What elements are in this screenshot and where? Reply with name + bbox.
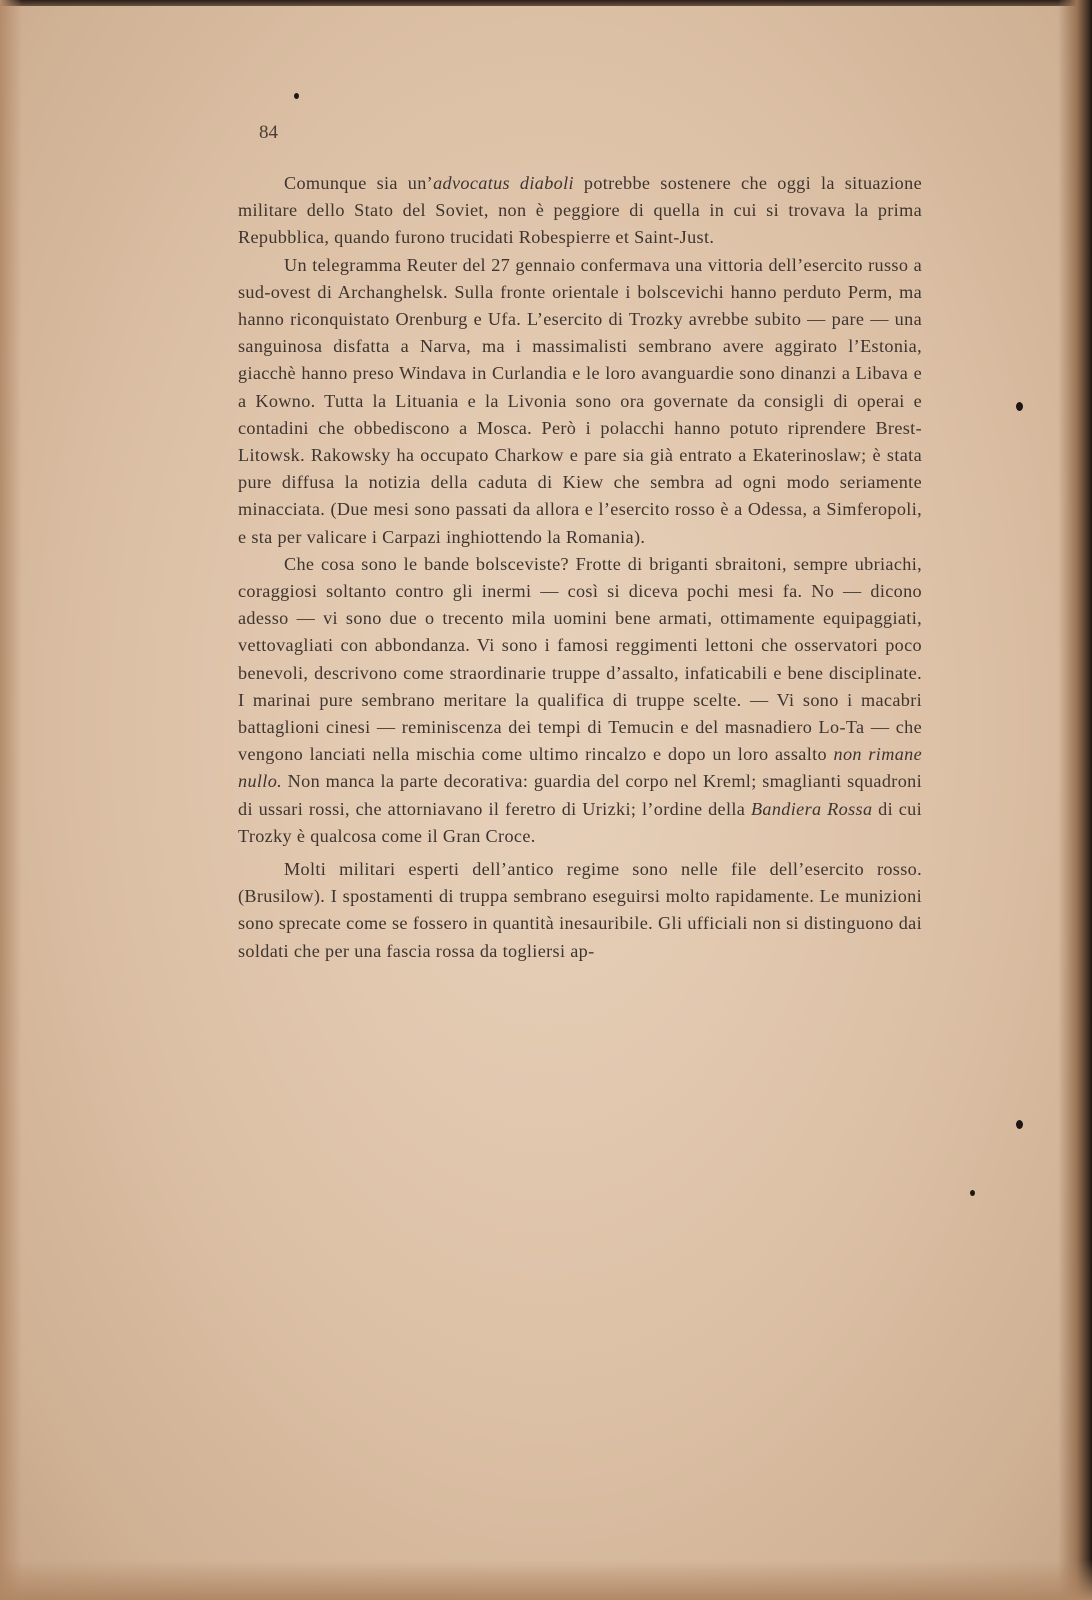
body-text [238,170,922,965]
paragraph-3: Che cosa sono le bande bolsceviste? Frotte di briganti sbraitoni, sempre ubriachi, coraggiosi soltanto contro gli inermi — così si diceva pochi mesi fa. No — dicono adesso — vi sono due o trecento mila uomini bene armati, ottimamente equipaggiati, vettovagliati con abbondanza. Vi sono i famosi reggimenti lettoni che osservatori poco benevoli, descrivono come straordinarie truppe d’assalto, infaticabili e bene disciplinate. I marinai pure sembrano meritare la qualifica di truppe scelte. — Vi sono i macabri battaglioni cinesi — reminiscenza dei tempi di Temucin e del masnadiero Lo-Ta — che vengono lanciati nella mischia come ultimo rincalzo e dopo un loro assalto non rimane nullo. Non manca la parte decorativa: guardia del corpo nel Kreml; smaglianti squadroni di ussari rossi, che attorniavano il feretro di Urizki; l’ordine della Bandiera Rossa di cui Trozky è qualcosa come il Gran Croce. [238,553,922,846]
ink-speck [970,1190,975,1196]
ink-speck [1016,1120,1023,1129]
ink-speck [294,93,299,99]
page-bottom-edge [0,1560,1092,1600]
paragraph-4: Molti militari esperti dell’antico regime sono nelle file dell’esercito rosso. (Brusilow). I spostamenti di truppa sembrano eseguirsi molto rapidamente. Le munizioni sono sprecate come se fossero in quantità inesauribile. Gli ufficiali non si distinguono dai soldati che per una fascia rossa da togliersi ap- [238,859,922,961]
paragraph-1: Comunque sia un’advocatus diaboli potrebbe sostenere che oggi la situazione militare dello Stato del Soviet, non è peggiore di quella in cui si trovava la prima Repubblica, quando furono trucidati Robespierre et Saint-Just. [238,173,922,248]
page-number: 84 [259,122,278,143]
ink-speck [1016,402,1023,411]
page-left-edge [0,0,22,1600]
scan-top-edge [0,0,1092,6]
paragraph-2: Un telegramma Reuter del 27 gennaio confermava una vittoria dell’esercito russo a sud-ovest di Archanghelsk. Sulla fronte orientale i bolscevichi hanno perduto Perm, ma hanno riconquistato Orenburg e Ufa. L’esercito di Trozky avrebbe subito — pare — una sanguinosa disfatta a Narva, ma i massimalisti sembrano avere aggirato l’Estonia, giacchè hanno preso Windava in Curlandia e le loro avanguardie sono dinanzi a Libava e a Kowno. Tutta la Lituania e la Livonia sono ora governate da consigli di operai e contadini che obbediscono a Mosca. Però i polacchi hanno potuto riprendere Brest-Litowsk. Rakowsky ha occupato Charkow e pare sia già entrato a Ekaterinoslaw; è stata pure diffusa la notizia della caduta di Kiew che sembra ad ogni modo seriamente minacciata. (Due mesi sono passati da allora e l’esercito rosso è a Odessa, a Simferopoli, e sta per valicare i Carpazi inghiottendo la Romania). [238,254,922,547]
binding-shadow [1058,0,1092,1600]
